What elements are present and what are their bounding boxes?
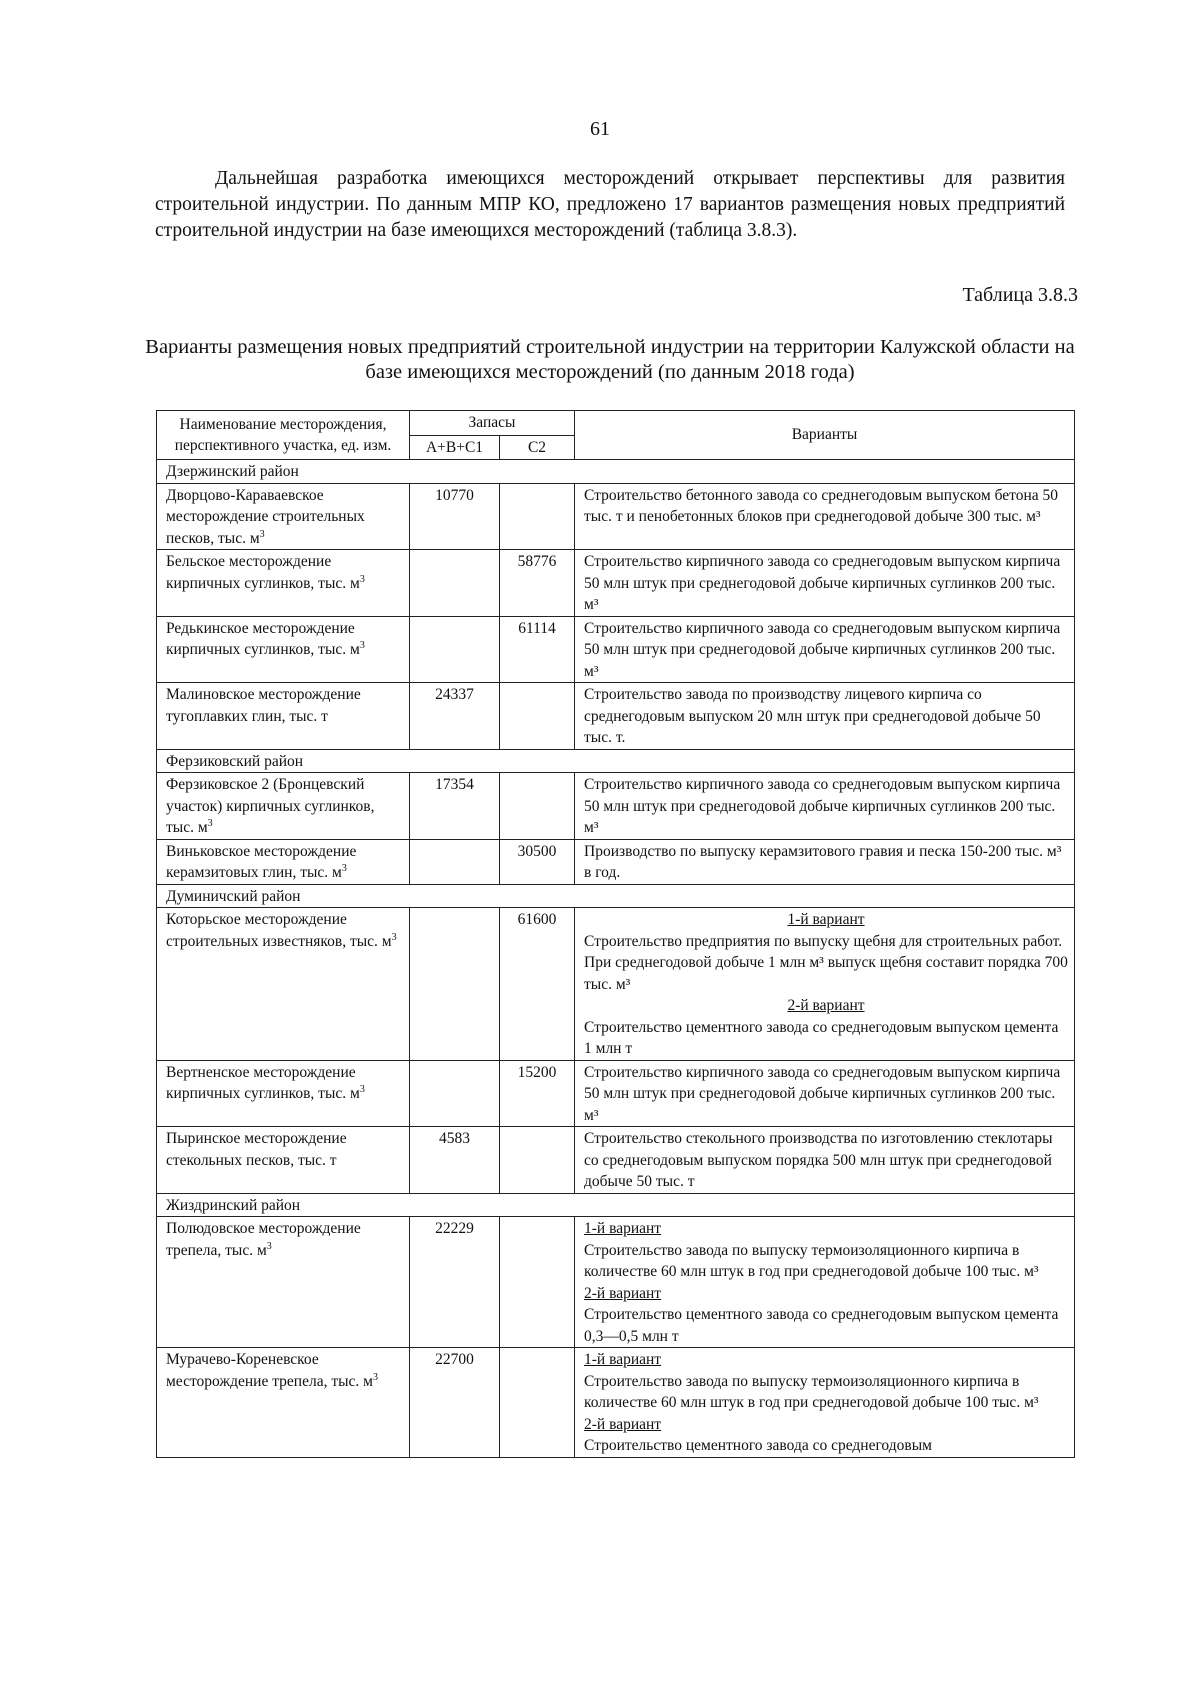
variant-text: Строительство цементного завода со среднегодовым выпуском цемента 0,3—0,5 млн т [584,1306,1059,1345]
deposit-name-cell [157,1127,410,1194]
reserves-c2 [500,683,575,750]
header-name: Наименование месторождения, перспективного участка, ед. изм. [157,411,410,460]
reserves-abc1 [410,839,500,884]
variants-cell [575,616,1075,683]
reserves-c2 [500,1348,575,1458]
reserves-c2 [500,1217,575,1348]
deposit-name-cell [157,1217,410,1348]
table-row [157,839,1075,884]
variant-text: Строительство предприятия по выпуску щебня для строительных работ. При среднегодовой добыче 1 млн м³ выпуск щебня составит порядка 700 тыс. м³ [584,932,1068,993]
variant-label: 1-й вариант [787,911,865,928]
table-row [157,773,1075,840]
deposit-name-cell [157,550,410,617]
table-row [157,550,1075,617]
table-title: Варианты размещения новых предприятий строительной индустрии на территории Калужской области на базе имеющихся месторождений (по данным 2018 года) [145,336,1075,383]
deposit-name: Редькинское месторождение кирпичных суглинков, тыс. м [166,619,360,658]
unit-superscript: 3 [341,862,347,874]
deposit-name: Дворцово-Караваевское месторождение строительных песков, тыс. м [166,486,365,547]
variant-text: Строительство завода по выпуску термоизоляционного кирпича в количестве 60 млн штук в год при среднегодовой добыче 100 тыс. м³ [584,1372,1039,1411]
reserves-abc1 [410,616,500,683]
deposit-name-cell [157,908,410,1061]
reserves-c2: 61114 [500,616,575,683]
variant-text: Строительство кирпичного завода со среднегодовым выпуском кирпича 50 млн штук при среднегодовой добыче кирпичных суглинков 200 тыс. м³ [584,553,1061,613]
deposit-name: Полюдовское месторождение трепела, тыс. м [166,1220,361,1259]
unit-superscript: 3 [372,1371,378,1383]
variant-text: Производство по выпуску керамзитового гравия и песка 150-200 тыс. м³ в год. [584,842,1062,881]
table-row [157,1217,1075,1348]
page-number: 61 [590,118,610,140]
unit-superscript: 3 [359,639,365,651]
header-reserves: Запасы [410,411,575,436]
variants-cell [575,1060,1075,1127]
header-variants: Варианты [575,411,1075,460]
reserves-c2: 58776 [500,550,575,617]
variant-label: 2-й вариант [584,1284,662,1302]
reserves-c2 [500,1127,575,1194]
variant-label: 1-й вариант [584,1351,662,1368]
variants-cell [575,1348,1075,1458]
reserves-abc1: 22700 [410,1348,500,1458]
deposit-name-cell [157,773,410,840]
deposit-name: Ферзиковское 2 (Бронцевский участок) кирпичных суглинков, тыс. м [166,776,375,836]
table-label: Таблица 3.8.3 [962,284,1078,306]
reserves-abc1 [410,550,500,617]
unit-superscript: 3 [259,528,265,540]
deposit-name: Пыринское месторождение стекольных песков, тыс. т [166,1130,347,1169]
unit-superscript: 3 [207,817,213,829]
table-row [157,1060,1075,1127]
variant-text: Строительство завода по производству лицевого кирпича со среднегодовым выпуском 20 млн штук при среднегодовой добыче 50 тыс. т. [584,686,1041,746]
deposit-name-cell [157,1060,410,1127]
deposit-name: Малиновское месторождение тугоплавких глин, тыс. т [166,686,361,725]
variant-label: 1-й вариант [584,1220,662,1237]
deposit-name-cell [157,839,410,884]
variant-text: Строительство завода по выпуску термоизоляционного кирпича в количестве 60 млн штук в год при среднегодовой добыче 100 тыс. м³ [584,1241,1039,1280]
intro-paragraph: Дальнейшая разработка имеющихся месторождений открывает перспективы для развития строительной индустрии. По данным МПР КО, предложено 17 вариантов размещения новых предприятий строительной индустрии на базе имеющихся месторождений (таблица 3.8.3). [155,168,1065,241]
variant-text: Строительство кирпичного завода со среднегодовым выпуском кирпича 50 млн штук при среднегодовой добыче кирпичных суглинков 200 тыс. м³ [584,1063,1061,1124]
variants-cell [575,683,1075,750]
deposit-name: Бельское месторождение кирпичных суглинков, тыс. м [166,553,360,592]
header-c2: С2 [500,435,575,460]
reserves-abc1: 4583 [410,1127,500,1194]
reserves-abc1: 24337 [410,683,500,750]
deposit-name: Виньковское месторождение керамзитовых глин, тыс. м [166,842,357,881]
table-row [157,1348,1075,1458]
deposit-name-cell [157,616,410,683]
deposit-name: Вертненское месторождение кирпичных суглинков, тыс. м [166,1063,360,1102]
reserves-c2: 30500 [500,839,575,884]
variant-text: Строительство кирпичного завода со среднегодовым выпуском кирпича 50 млн штук при среднегодовой добыче кирпичных суглинков 200 тыс. м³ [584,619,1061,680]
variants-cell [575,839,1075,884]
variants-cell [575,1217,1075,1348]
district-row [157,460,1075,484]
district-row [157,749,1075,773]
reserves-abc1 [410,1060,500,1127]
table-row [157,483,1075,550]
district-row [157,1193,1075,1217]
reserves-abc1: 10770 [410,483,500,550]
district-name: Ферзиковский район [157,749,1075,773]
reserves-c2: 15200 [500,1060,575,1127]
variants-cell [575,908,1075,1061]
variant-text: Строительство бетонного завода со среднегодовым выпуском бетона 50 тыс. т и пенобетонных блоков при среднегодовой добыче 300 тыс. м³ [584,486,1058,525]
variants-cell [575,483,1075,550]
table-row [157,683,1075,750]
district-name: Дзержинский район [157,460,1075,484]
district-row [157,884,1075,908]
variant-text: Строительство кирпичного завода со среднегодовым выпуском кирпича 50 млн штук при среднегодовой добыче кирпичных суглинков 200 тыс. м³ [584,776,1061,836]
variants-cell [575,1127,1075,1194]
deposit-name: Мурачево-Кореневское месторождение трепела, тыс. м [166,1351,373,1390]
variant-text: Строительство стекольного производства по изготовлению стеклотары со среднегодовым выпуском порядка 500 млн штук при среднегодовой добыче 50 тыс. т [584,1130,1053,1190]
variant-label: 2-й вариант [787,997,865,1014]
header-row [157,411,1075,436]
variants-cell [575,550,1075,617]
deposit-name: Которьское месторождение строительных известняков, тыс. м [166,911,392,950]
variant-label: 2-й вариант [584,1415,662,1433]
unit-superscript: 3 [266,1240,272,1252]
district-name: Думиничский район [157,884,1075,908]
reserves-c2: 61600 [500,908,575,1061]
variant-text: Строительство цементного завода со среднегодовым [584,1437,932,1454]
table-row [157,908,1075,1061]
deposit-name-cell [157,483,410,550]
reserves-c2 [500,773,575,840]
reserves-abc1 [410,908,500,1061]
table-body [157,460,1075,1458]
reserves-c2 [500,483,575,550]
unit-superscript: 3 [359,1083,365,1095]
variants-cell [575,773,1075,840]
deposit-name-cell [157,1348,410,1458]
variant-text: Строительство цементного завода со среднегодовым выпуском цемента 1 млн т [584,1018,1059,1057]
reserves-abc1: 17354 [410,773,500,840]
header-abc1: А+В+С1 [410,435,500,460]
unit-superscript: 3 [359,573,365,585]
deposits-table [156,410,1075,1458]
district-name: Жиздринский район [157,1193,1075,1217]
unit-superscript: 3 [391,931,397,943]
table-row [157,616,1075,683]
table-row [157,1127,1075,1194]
deposit-name-cell [157,683,410,750]
reserves-abc1: 22229 [410,1217,500,1348]
